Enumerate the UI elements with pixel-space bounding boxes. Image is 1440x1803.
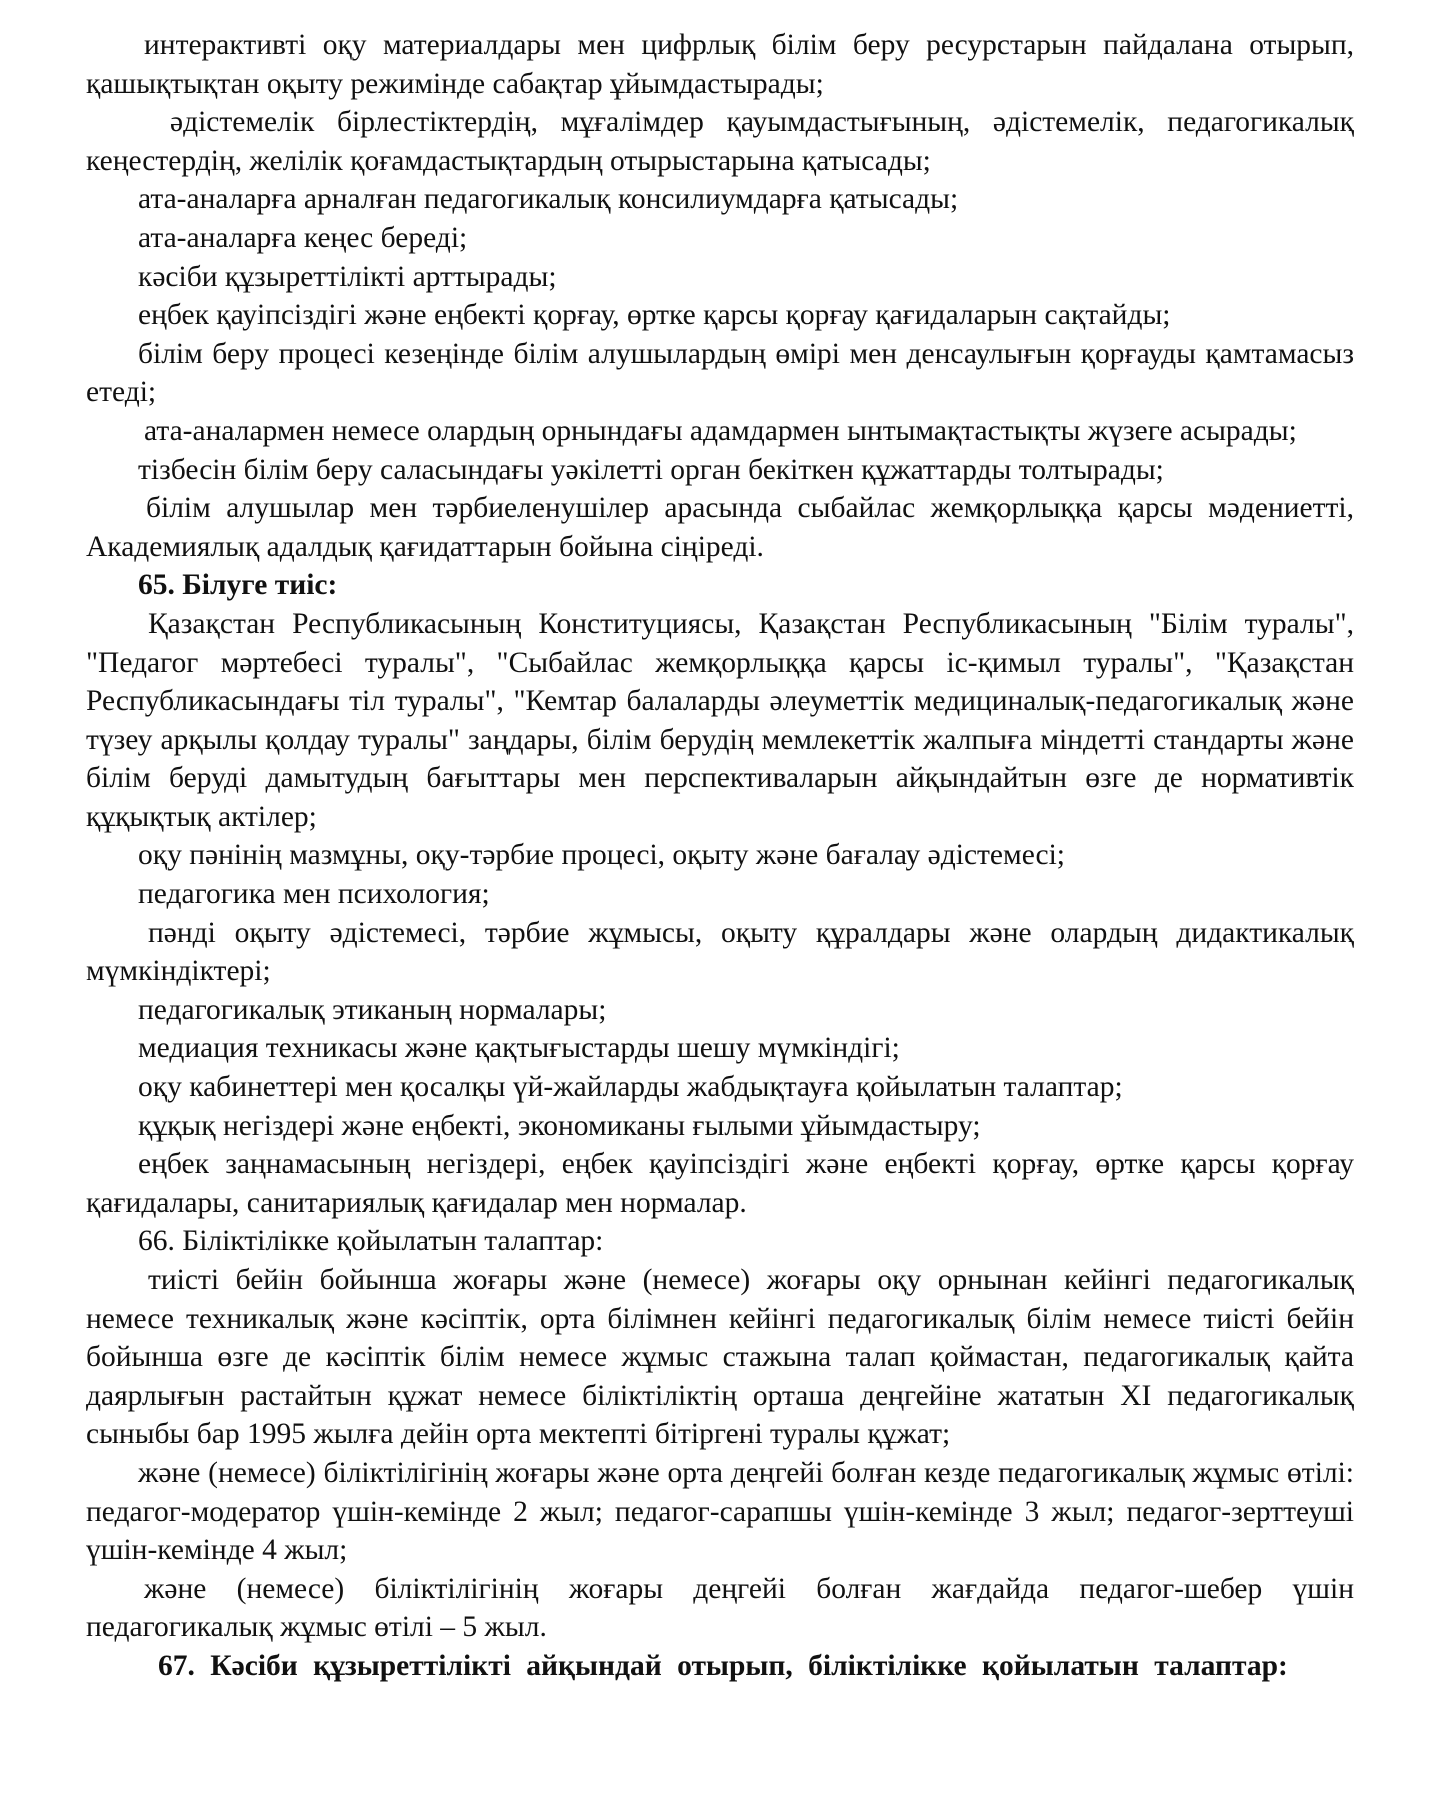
paragraph: құқық негіздері және еңбекті, экономиканы ғылыми ұйымдастыру; — [138, 1109, 981, 1142]
paragraph: пәнді оқыту әдістемесі, тәрбие жұмысы, оқыту құралдары және олардың дидактикалық мүмкіндіктері; — [86, 916, 1354, 988]
paragraph: білім беру процесі кезеңінде білім алушылардың өмірі мен денсаулығын қорғауды қамтамасыз етеді; — [86, 337, 1354, 409]
paragraph: интерактивті оқу материалдары мен цифрлық білім беру ресурстарын пайдалана отырып, қашықтықтан оқыту режимінде сабақтар ұйымдастырады; — [86, 29, 1354, 100]
paragraph: оқу кабинеттері мен қосалқы үй-жайларды жабдықтауға қойылатын талаптар; — [138, 1071, 1123, 1104]
paragraph: кәсіби құзыреттілікті арттырады; — [138, 260, 557, 293]
paragraph: ата-аналарға арналған педагогикалық консилиумдарға қатысады; — [138, 183, 959, 216]
paragraph: ата-аналармен немесе олардың орнындағы адамдармен ынтымақтастықты жүзеге асырады; — [144, 414, 1297, 447]
document-page — [86, 26, 1354, 1686]
section-heading-66: 66. Біліктілікке қойылатын талаптар: — [138, 1225, 604, 1258]
paragraph: білім алушылар мен тәрбиеленушілер арасында сыбайлас жемқорлыққа қарсы мәдениетті, Академиялық адалдық қағидаттарын бойына сіңіреді. — [86, 492, 1354, 563]
section-heading-67: 67. Кәсіби құзыреттілікті айқындай отырып, біліктілікке қойылатын талаптар: — [158, 1649, 1288, 1682]
paragraph: Қазақстан Республикасының Конституциясы, Қазақстан Республикасының "Білім туралы", "Педагог мәртебесі туралы", "Сыбайлас жемқорлыққа қарсы іс-қимыл туралы", "Қазақстан Республикасындағы тіл туралы", "Кемтар балаларды әлеуметтік медициналық-педагогикалық және түзеу арқылы қолдау туралы" заңдары, білім берудің мемлекеттік жалпыға міндетті стандарты және білім беруді дамытудың бағыттары мен перспективаларын айқындайтын өзге де нормативтік құқықтық актілер; — [86, 607, 1354, 833]
paragraph: және (немесе) біліктілігінің жоғары деңгейі болған жағдайда педагог-шебер үшін педагогикалық жұмыс өтілі – 5 жыл. — [86, 1572, 1354, 1644]
paragraph: педагогика мен психология; — [138, 878, 490, 911]
paragraph: ата-аналарға кеңес береді; — [138, 221, 468, 254]
paragraph: медиация техникасы және қақтығыстарды шешу мүмкіндігі; — [138, 1032, 900, 1065]
paragraph: еңбек қауіпсіздігі және еңбекті қорғау, өртке қарсы қорғау қағидаларын сақтайды; — [138, 299, 1171, 332]
paragraph: оқу пәнінің мазмұны, оқу-тәрбие процесі, оқыту және бағалау әдістемесі; — [138, 839, 1066, 872]
paragraph: және (немесе) біліктілігінің жоғары және орта деңгейі болған кезде педагогикалық жұмыс өтілі: педагог-модератор үшін-кемінде 2 жыл; педагог-сарапшы үшін-кемінде 3 жыл; педагог-зерттеуші үшін-кемінде 4 жыл; — [86, 1456, 1354, 1567]
paragraph: тиісті бейін бойынша жоғары және (немесе) жоғары оқу орнынан кейінгі педагогикалық немесе техникалық және кәсіптік, орта білімнен кейінгі педагогикалық білім немесе тиісті бейін бойынша өзге де кәсіптік білім немесе жұмыс стажына талап қоймастан, педагогикалық қайта даярлығын растайтын құжат немесе біліктіліктің орташа деңгейіне жататын XI педагогикалық сыныбы бар 1995 жылға дейін орта мектепті бітіргені туралы құжат; — [86, 1264, 1354, 1451]
paragraph: педагогикалық этиканың нормалары; — [138, 993, 607, 1026]
paragraph: әдістемелік бірлестіктердің, мұғалімдер қауымдастығының, әдістемелік, педагогикалық кеңестердің, желілік қоғамдастықтардың отырыстарына қатысады; — [86, 106, 1354, 177]
paragraph: еңбек заңнамасының негіздері, еңбек қауіпсіздігі және еңбекті қорғау, өртке қарсы қорғау қағидалары, санитариялық қағидалар мен нормалар. — [86, 1148, 1354, 1219]
section-heading-65: 65. Білуге тиіс: — [138, 569, 338, 602]
paragraph: тізбесін білім беру саласындағы уәкілетті орган бекіткен құжаттарды толтырады; — [138, 453, 1164, 486]
